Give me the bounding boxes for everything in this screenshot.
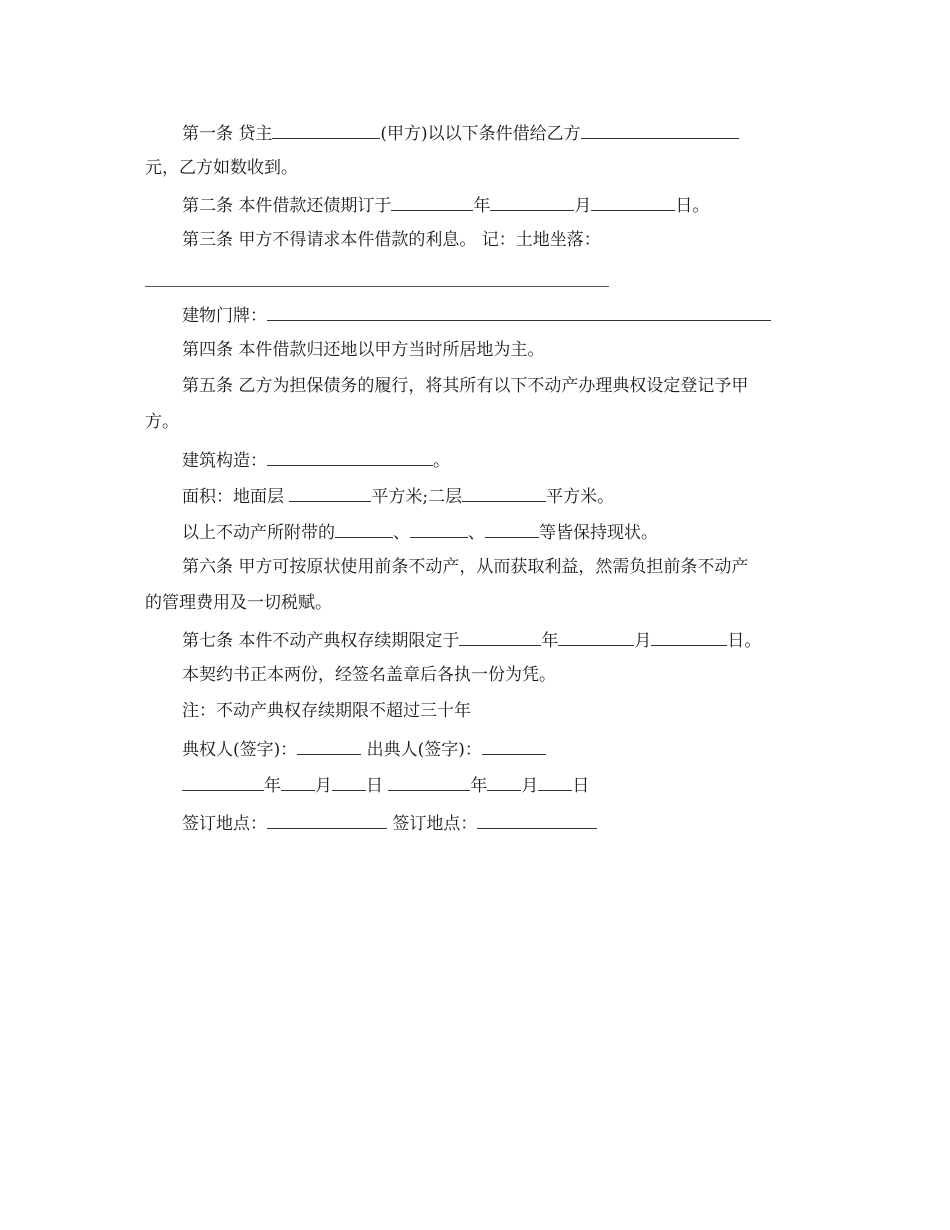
area-label: 面积：地面层 xyxy=(182,487,290,507)
article-6-line-2: 的管理费用及一切税赋。 xyxy=(145,593,332,613)
area-text-c: 平方米。 xyxy=(546,487,615,507)
grantor-date-day: 日 xyxy=(572,776,590,796)
attachment-blank-2[interactable] xyxy=(410,519,468,538)
holder-date-day: 日 xyxy=(366,776,383,796)
place-label-1: 签订地点： xyxy=(182,814,267,834)
attachments-text: 以上不动产所附带的 xyxy=(182,523,335,543)
area-text-b: 平方米;二层 xyxy=(371,487,463,507)
article-1-line-1 xyxy=(182,120,739,144)
ground-floor-area-blank[interactable] xyxy=(289,483,371,502)
holder-date-day-blank[interactable] xyxy=(332,772,366,791)
grantor-date-year: 年 xyxy=(470,776,488,796)
holder-sign-blank[interactable] xyxy=(297,736,361,755)
term-year-blank[interactable] xyxy=(459,627,541,646)
lender-blank[interactable] xyxy=(272,120,380,139)
place-blank-2[interactable] xyxy=(477,810,597,829)
structure-end: 。 xyxy=(433,451,450,471)
building-number-label: 建物门牌： xyxy=(182,306,267,326)
attachments-sep-1: 、 xyxy=(393,523,410,543)
holder-date-month: 月 xyxy=(315,776,332,796)
structure-blank[interactable] xyxy=(267,447,433,466)
grantor-date-month-blank[interactable] xyxy=(487,772,521,791)
article-1-text-a: 第一条 贷主 xyxy=(182,124,273,144)
attachment-blank-3[interactable] xyxy=(485,519,539,538)
loan-amount-blank[interactable] xyxy=(581,120,739,139)
article-7-year: 年 xyxy=(541,631,559,651)
article-1-text-b: (甲方)以以下条件借给乙方 xyxy=(380,124,581,144)
place-blank-1[interactable] xyxy=(267,810,387,829)
article-7-day: 日。 xyxy=(727,631,762,651)
repay-year-blank[interactable] xyxy=(391,192,473,211)
attachments-end: 等皆保持现状。 xyxy=(539,523,658,543)
grantor-sign-blank[interactable] xyxy=(482,736,546,755)
article-1-line-2: 元，乙方如数收到。 xyxy=(145,158,298,178)
place-label-2: 签订地点： xyxy=(387,814,478,834)
term-month-blank[interactable] xyxy=(558,627,634,646)
repay-month-blank[interactable] xyxy=(490,192,574,211)
attachments-sep-2: 、 xyxy=(468,523,485,543)
place-line xyxy=(182,810,597,834)
article-7 xyxy=(182,627,761,651)
article-5-line-2: 方。 xyxy=(145,412,179,432)
note-line: 注：不动产典权存续期限不超过三十年 xyxy=(182,701,471,721)
article-5-line-1: 第五条 乙方为担保债务的履行，将其所有以下不动产办理典权设定登记予甲 xyxy=(182,376,749,396)
grantor-date-year-blank[interactable] xyxy=(388,772,470,791)
date-line xyxy=(182,772,589,796)
holder-date-year: 年 xyxy=(264,776,281,796)
article-2-month: 月 xyxy=(574,196,592,216)
article-3: 第三条 甲方不得请求本件借款的利息。 记：土地坐落： xyxy=(182,230,601,250)
article-6-line-1: 第六条 甲方可按原状使用前条不动产，从而获取利益，然需负担前条不动产 xyxy=(182,557,749,577)
grantor-sign-label: 出典人(签字)： xyxy=(361,740,482,760)
term-day-blank[interactable] xyxy=(651,627,727,646)
structure-line xyxy=(182,447,450,471)
land-location-blank[interactable] xyxy=(145,286,609,287)
article-2-day: 日。 xyxy=(675,196,710,216)
second-floor-area-blank[interactable] xyxy=(462,483,546,502)
grantor-date-day-blank[interactable] xyxy=(538,772,572,791)
article-7-month: 月 xyxy=(634,631,652,651)
holder-date-month-blank[interactable] xyxy=(281,772,315,791)
attachments-line xyxy=(182,519,658,543)
article-2-year: 年 xyxy=(473,196,491,216)
signature-line xyxy=(182,736,546,760)
article-2 xyxy=(182,192,709,216)
article-4: 第四条 本件借款归还地以甲方当时所居地为主。 xyxy=(182,340,545,360)
building-number-line xyxy=(182,302,771,326)
repay-day-blank[interactable] xyxy=(591,192,675,211)
structure-label: 建筑构造： xyxy=(182,451,267,471)
attachment-blank-1[interactable] xyxy=(335,519,393,538)
holder-date-year-blank[interactable] xyxy=(182,772,264,791)
building-number-blank[interactable] xyxy=(267,302,771,321)
holder-sign-label: 典权人(签字)： xyxy=(182,740,298,760)
copies-clause: 本契约书正本两份，经签名盖章后各执一份为凭。 xyxy=(182,665,556,685)
grantor-date-month: 月 xyxy=(521,776,539,796)
area-line xyxy=(182,483,614,507)
article-7-text: 第七条 本件不动产典权存续期限定于 xyxy=(182,631,460,651)
article-2-text: 第二条 本件借款还债期订于 xyxy=(182,196,392,216)
